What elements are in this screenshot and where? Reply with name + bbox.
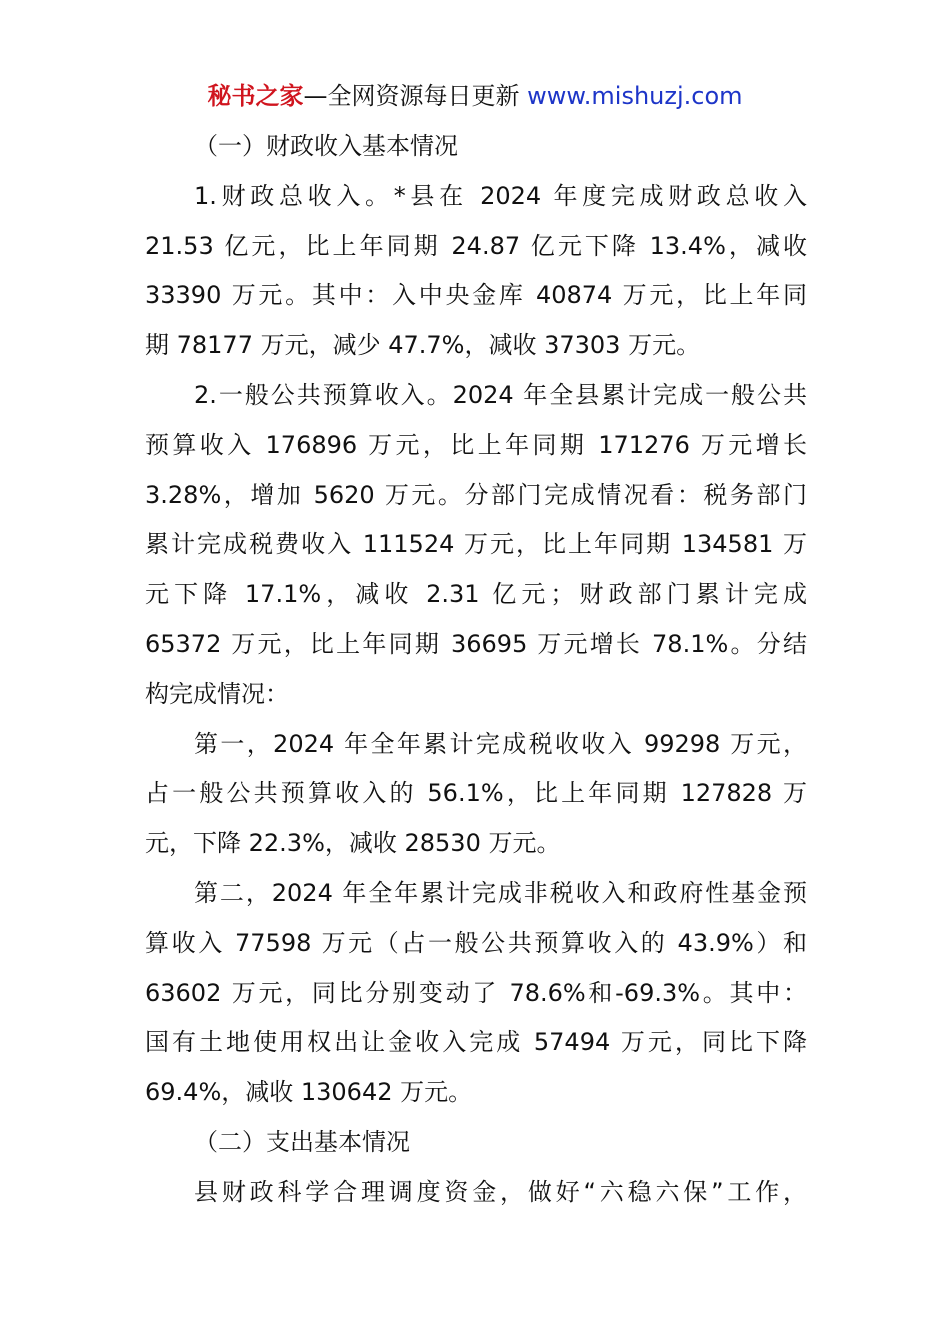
paragraph-line: 第二，2024 年全年累计完成非税收入和政府性基金预 [194, 878, 807, 907]
paragraph-line: 构完成情况： [145, 679, 289, 708]
paragraph-line: 算收入 77598 万元（占一般公共预算收入的 43.9%）和 [145, 928, 807, 957]
paragraph-line: 国有土地使用权出让金收入完成 57494 万元，同比下降 [145, 1028, 807, 1057]
document-body [145, 122, 807, 1218]
paragraph-line: 元下降 17.1%，减收 2.31 亿元；财政部门累计完成 [145, 580, 807, 609]
paragraph-line: 65372 万元，比上年同期 36695 万元增长 78.1%。分结 [145, 629, 807, 658]
paragraph-line: 1.财政总收入。*县在 2024 年度完成财政总收入 [194, 181, 807, 210]
paragraph-line: 累计完成税费收入 111524 万元，比上年同期 134581 万 [145, 530, 807, 559]
section-heading-revenue: （一）财政收入基本情况 [194, 132, 458, 160]
brand-name: 秘书之家 [207, 82, 304, 110]
paragraph-line: 第一，2024 年全年累计完成税收收入 99298 万元， [194, 729, 807, 758]
paragraph-line: 33390 万元。其中：入中央金库 40874 万元，比上年同 [145, 281, 807, 310]
paragraph-line: 2.一般公共预算收入。2024 年全县累计完成一般公共 [194, 380, 807, 409]
site-url-link[interactable]: www.mishuzj.com [527, 82, 743, 110]
paragraph-line: 县财政科学合理调度资金，做好“六稳六保”工作， [194, 1177, 807, 1206]
paragraph-line: 3.28%，增加 5620 万元。分部门完成情况看：税务部门 [145, 480, 807, 509]
paragraph-line: 63602 万元，同比分别变动了 78.6%和-69.3%。其中： [145, 978, 807, 1007]
site-header [0, 80, 950, 112]
paragraph-line: 69.4%，减收 130642 万元。 [145, 1078, 473, 1107]
header-tagline: —全网资源每日更新 [303, 82, 520, 110]
section-heading-expenditure: （二）支出基本情况 [194, 1127, 410, 1156]
paragraph-line: 期 78177 万元，减少 47.7%，减收 37303 万元。 [145, 331, 701, 360]
paragraph-line: 预算收入 176896 万元，比上年同期 171276 万元增长 [145, 430, 807, 459]
paragraph-line: 元，下降 22.3%，减收 28530 万元。 [145, 829, 561, 858]
paragraph-line: 占一般公共预算收入的 56.1%，比上年同期 127828 万 [145, 779, 807, 808]
paragraph-line: 21.53 亿元，比上年同期 24.87 亿元下降 13.4%，减收 [145, 231, 807, 260]
